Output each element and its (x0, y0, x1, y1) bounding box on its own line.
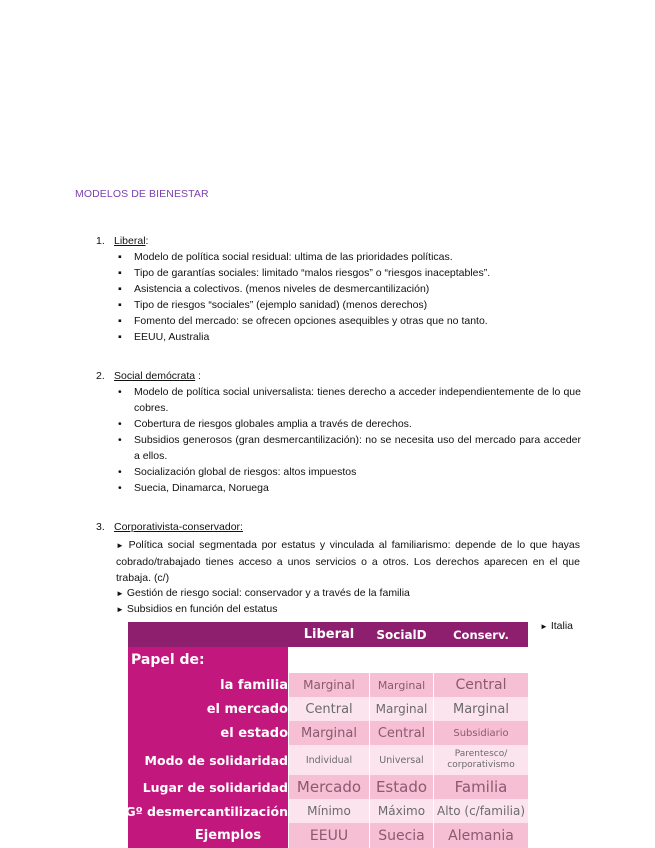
row-label: el estado (128, 721, 288, 745)
row-label: el mercado (128, 697, 288, 721)
list-item (118, 313, 581, 329)
table-cell: Alemania (434, 823, 528, 848)
side-note (540, 620, 573, 632)
table-cell: Parentesco/ corporativismo (434, 745, 528, 775)
list-item (118, 464, 581, 480)
triangle-bullet-icon: ► (116, 589, 124, 598)
bullet-icon: ▪ (118, 251, 122, 263)
bullet-icon: ▪ (118, 267, 122, 279)
section-label: Papel de: (128, 647, 288, 673)
list-item-text: Fomento del mercado: se ofrecen opciones asequibles y otras que no tanto. (134, 315, 488, 327)
bullet-icon: • (118, 482, 122, 494)
section-number: 2. (96, 370, 105, 382)
list-item (118, 432, 581, 464)
bullet-icon: ▪ (118, 283, 122, 295)
list-item (118, 416, 581, 432)
table-cell: Marginal (370, 697, 433, 721)
bullet-icon: • (118, 466, 122, 478)
row-label: Modo de solidaridad (128, 745, 288, 775)
list-item (118, 281, 581, 297)
section-title (114, 521, 243, 533)
list-item (118, 384, 581, 416)
list-item (118, 329, 581, 345)
column-header: Conserv. (453, 627, 509, 642)
bullet-icon: • (118, 434, 122, 446)
row-label: Ejemplos (128, 823, 288, 848)
table-cell: Marginal (434, 697, 528, 721)
table-cell: Central (434, 673, 528, 697)
table-row (125, 799, 528, 823)
table-cell: Subsidiario (434, 721, 528, 745)
table-cell: Mercado (289, 775, 369, 799)
section-title-text: Corporativista-conservador: (114, 521, 243, 533)
list-item (118, 480, 581, 496)
table-cell: Universal (370, 745, 433, 775)
table-row (128, 745, 528, 775)
list-item-text: Socialización global de riesgos: altos impuestos (134, 466, 357, 478)
section-title (114, 235, 148, 247)
column-header: SocialD (376, 627, 427, 642)
list-item (118, 265, 581, 281)
list-item-text: Política social segmentada por estatus y vinculada al familiarismo: depende de lo que hayas cobrado/trabajado tienes acceso a unos servicios o a otros. Los derechos aparecen en el que trabaja. (c/) (116, 539, 581, 584)
list-item-text: Subsidios en función del estatus (126, 603, 278, 615)
section-number: 3. (96, 521, 105, 533)
table-cell: Marginal (289, 721, 369, 745)
list-item-text: Tipo de garantías sociales: limitado “malos riesgos” o “riesgos inaceptables”. (134, 267, 491, 279)
list-item-text: Subsidios generosos (gran desmercantilización): no se necesita uso del mercado para acceder a ellos. (134, 434, 581, 462)
table-cell: Marginal (289, 673, 369, 697)
table-row (128, 823, 528, 848)
table-header-row (128, 622, 528, 647)
triangle-bullet-icon: ► (540, 622, 548, 631)
bullet-icon: ▪ (118, 315, 122, 327)
section-title (114, 370, 201, 382)
list-item-text: Modelo de política social universalista: tienes derecho a acceder independientemente de lo que cobres. (134, 386, 581, 414)
table-row (128, 697, 528, 721)
list-item (118, 249, 581, 265)
table-cell: Familia (434, 775, 528, 799)
table-cell: Máximo (370, 799, 433, 823)
list-item-text: Gestión de riesgo social: conservador y a través de la familia (126, 587, 410, 599)
table-cell: Estado (370, 775, 433, 799)
bullet-icon: • (118, 386, 122, 398)
section-title-text: Social demócrata (114, 370, 196, 382)
bullet-icon: ▪ (118, 299, 122, 311)
list-item-text: EEUU, Australia (134, 331, 210, 343)
bullet-icon: ▪ (118, 331, 122, 343)
row-label: Gº desmercantilización (128, 799, 288, 823)
table-row (128, 647, 528, 673)
table-row (128, 673, 528, 697)
table-cell: Suecia (370, 823, 433, 848)
section-title-text: Liberal (114, 235, 146, 247)
table-row (128, 721, 528, 745)
document-title: MODELOS DE BIENESTAR (75, 188, 209, 200)
section-number: 1. (96, 235, 105, 247)
list-item-text: Tipo de riesgos “sociales” (ejemplo sanidad) (menos derechos) (134, 299, 428, 311)
table-cell: Central (370, 721, 433, 745)
bullet-icon: • (118, 418, 122, 430)
triangle-bullet-icon: ► (116, 605, 124, 614)
list-item (116, 601, 580, 618)
row-label: Lugar de solidaridad (128, 775, 288, 799)
table-cell: Alto (c/familia) (434, 799, 528, 823)
list-item-text: Asistencia a colectivos. (menos niveles de desmercantilización) (134, 283, 430, 295)
table-cell: Central (289, 697, 369, 721)
table-cell: Mínimo (289, 799, 369, 823)
comparison-table (125, 622, 528, 848)
list-item-text: Modelo de política social residual: ultima de las prioridades políticas. (134, 251, 453, 263)
list-item (116, 585, 580, 602)
table-cell: Marginal (370, 673, 433, 697)
side-note-text: Italia (550, 620, 574, 632)
list-item (118, 297, 581, 313)
table-cell: Individual (289, 745, 369, 775)
row-label: la familia (128, 673, 288, 697)
section-title-suffix: : (195, 370, 201, 382)
list-item-text: Suecia, Dinamarca, Noruega (134, 482, 269, 494)
list-item-text: Cobertura de riesgos globales amplia a través de derechos. (134, 418, 412, 430)
column-header: Liberal (303, 627, 355, 642)
table-cell: EEUU (289, 823, 369, 848)
triangle-bullet-icon: ► (116, 541, 124, 550)
section-title-suffix: : (145, 235, 149, 247)
table-row (128, 775, 528, 799)
list-item (116, 537, 580, 586)
